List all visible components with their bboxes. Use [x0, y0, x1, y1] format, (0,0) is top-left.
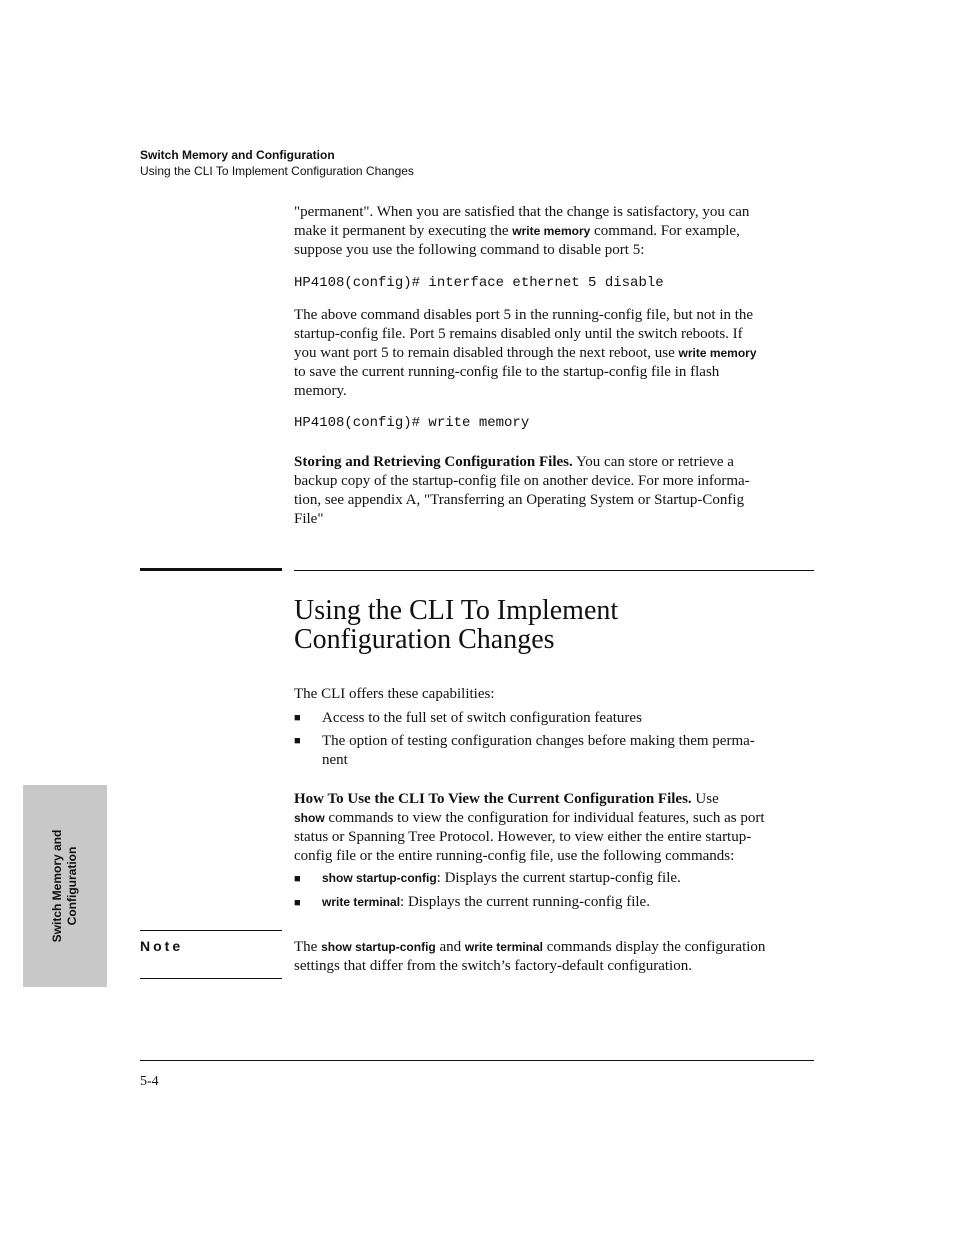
command-keyword: write memory: [678, 346, 757, 360]
text-line: config file or the entire running-config file, use the following commands:: [294, 848, 735, 864]
text-line: Storing and Retrieving Configuration Files. You can store or retrieve a: [294, 454, 734, 470]
list-item: Access to the full set of switch configuration features: [322, 710, 642, 726]
note-text: [294, 938, 765, 976]
section-rule-thick: [140, 568, 282, 571]
note-rule-bottom: [140, 978, 282, 979]
note-label: Note: [140, 938, 184, 954]
text-line: you want port 5 to remain disabled through the next reboot, use write memory: [294, 345, 757, 361]
paragraph-intro: [294, 203, 749, 260]
text-line: backup copy of the startup-config file on another device. For more informa-: [294, 473, 750, 489]
text-line: "permanent". When you are satisfied that the change is satisfactory, you can: [294, 204, 750, 220]
bullet-marker: ■: [294, 735, 301, 747]
command-keyword: show startup-config: [321, 940, 436, 954]
text-line: to save the current running-config file to the startup-config file in flash: [294, 364, 720, 380]
paragraph-view-config: [294, 790, 765, 866]
running-header-chapter: Switch Memory and Configuration: [140, 148, 335, 162]
text-line: tion, see appendix A, "Transferring an Operating System or Startup-Config: [294, 492, 745, 508]
text-line: show commands to view the configuration for individual features, such as port: [294, 810, 765, 826]
bullet-marker: ■: [294, 897, 301, 909]
text-line: File": [294, 511, 324, 527]
paragraph-storing-retrieving: [294, 453, 750, 529]
text-line: status or Spanning Tree Protocol. However, to view either the entire startup-: [294, 829, 752, 845]
text-line: The above command disables port 5 in the running-config file, but not in the: [294, 307, 754, 323]
text-line: make it permanent by executing the write memory command. For example,: [294, 223, 740, 239]
text-line: startup-config file. Port 5 remains disabled only until the switch reboots. If: [294, 326, 743, 342]
note-rule-top: [140, 930, 282, 931]
chapter-side-tab: [23, 785, 107, 987]
text-line: How To Use the CLI To View the Current Configuration Files. Use: [294, 791, 719, 807]
running-header-section: Using the CLI To Implement Configuration Changes: [140, 164, 414, 178]
capabilities-intro: The CLI offers these capabilities:: [294, 686, 495, 702]
command-keyword: write memory: [512, 224, 591, 238]
run-in-heading: How To Use the CLI To View the Current Configuration Files.: [294, 791, 692, 807]
page-number: 5-4: [140, 1074, 159, 1089]
code-example-disable: HP4108(config)# interface ethernet 5 disable: [294, 275, 664, 291]
section-rule-thin: [294, 570, 814, 571]
list-item: show startup-config: Displays the current startup-config file.: [322, 870, 681, 886]
text-line: memory.: [294, 383, 347, 399]
run-in-heading: Storing and Retrieving Configuration Files.: [294, 454, 573, 470]
list-item: The option of testing configuration changes before making them perma- nent: [322, 733, 755, 768]
command-keyword: write terminal: [322, 895, 401, 909]
footer-rule: [140, 1060, 814, 1061]
side-tab-label: Switch Memory and Configuration: [50, 829, 79, 943]
command-keyword: show: [294, 811, 325, 825]
list-item: write terminal: Displays the current running-config file.: [322, 894, 650, 910]
text-line: settings that differ from the switch’s factory-default configuration.: [294, 958, 692, 974]
bullet-marker: ■: [294, 712, 301, 724]
command-keyword: write terminal: [464, 940, 543, 954]
text-line: The show startup-config and write terminal commands display the configuration: [294, 939, 766, 955]
section-heading: Using the CLI To Implement Configuration Changes: [294, 595, 619, 655]
text-line: suppose you use the following command to disable port 5:: [294, 242, 645, 258]
paragraph-disable-explanation: [294, 306, 757, 401]
command-keyword: show startup-config: [322, 871, 437, 885]
code-example-write-memory: HP4108(config)# write memory: [294, 415, 530, 431]
bullet-marker: ■: [294, 873, 301, 885]
